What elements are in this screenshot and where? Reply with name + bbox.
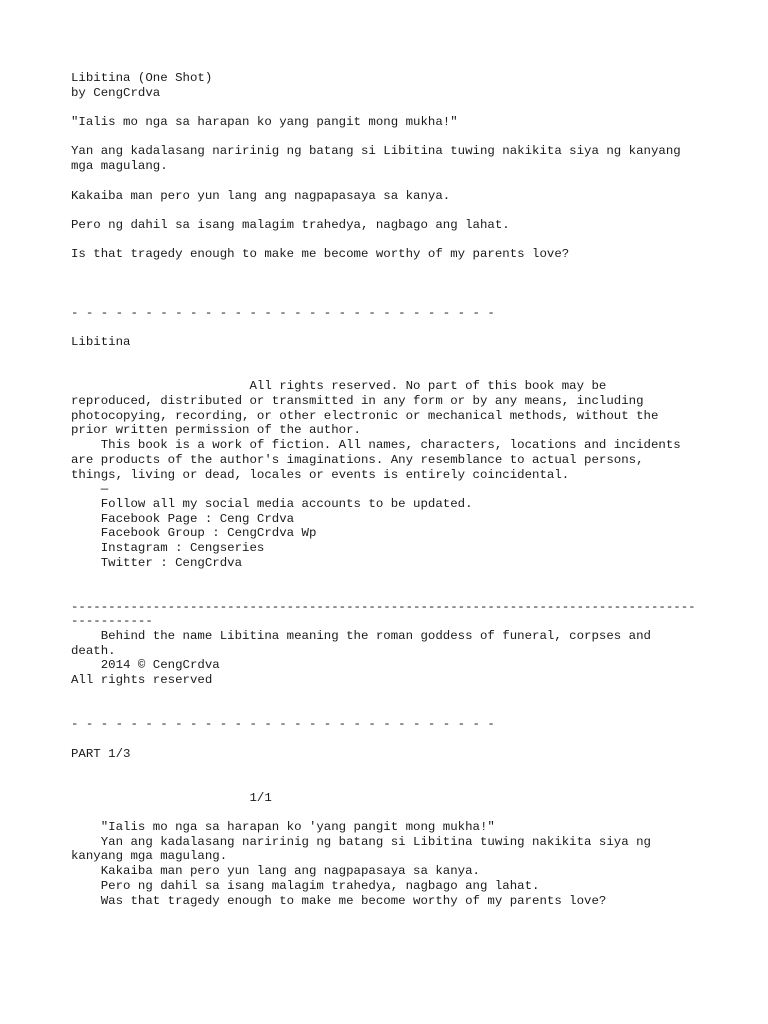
intro-paragraph-1-line-2: mga magulang. (71, 159, 168, 174)
intro-quote: "Ialis mo nga sa harapan ko yang pangit mong mukha!" (71, 115, 458, 130)
social-instagram: Instagram : Cengseries (71, 540, 265, 555)
intro-paragraph-1-line-1: Yan ang kadalasang naririnig ng batang si Libitina tuwing nakikita siya ng kanyang (71, 144, 681, 159)
meaning-line-2: death. (71, 643, 116, 658)
rights-line-1: All rights reserved. No part of this book may be (71, 379, 607, 394)
chapter-line-3: kanyang mga magulang. (71, 849, 228, 864)
social-twitter: Twitter : CengCrdva (71, 555, 243, 570)
chapter-label: 1/1 (71, 790, 272, 805)
social-intro: Follow all my social media accounts to be updated. (71, 496, 473, 511)
chapter-line-5: Pero ng dahil sa isang malagim trahedya, nagbago ang lahat. (71, 878, 540, 893)
doc-byline: by CengCrdva (71, 85, 161, 100)
meaning-line-1: Behind the name Libitina meaning the roman goddess of funeral, corpses and (71, 629, 651, 644)
rights-line-8: — (71, 482, 109, 497)
chapter-line-2: Yan ang kadalasang naririnig ng batang si Libitina tuwing nakikita siya ng (71, 834, 651, 849)
intro-paragraph-3: Pero ng dahil sa isang malagim trahedya, nagbago ang lahat. (71, 217, 510, 232)
all-rights-reserved: All rights reserved (71, 673, 213, 688)
part-label: PART 1/3 (71, 746, 131, 761)
rights-line-6: are products of the author's imaginations. Any resemblance to actual persons, (71, 452, 644, 467)
intro-paragraph-2: Kakaiba man pero yun lang ang nagpapasaya sa kanya. (71, 188, 451, 203)
chapter-line-6: Was that tragedy enough to make me become worthy of my parents love? (71, 893, 607, 908)
rights-line-4: prior written permission of the author. (71, 423, 361, 438)
section-title: Libitina (71, 335, 131, 350)
social-facebook-group: Facebook Group : CengCrdva Wp (71, 526, 317, 541)
rights-line-7: things, living or dead, locales or events is entirely coincidental. (71, 467, 570, 482)
copyright-line: 2014 © CengCrdva (71, 658, 220, 673)
intro-paragraph-4: Is that tragedy enough to make me become worthy of my parents love? (71, 247, 570, 262)
separator-long-line-2: ----------- (71, 614, 153, 629)
separator-spaced-1: - - - - - - - - - - - - - - - - - - - - - - - - - - - - - (71, 305, 495, 320)
separator-spaced-2: - - - - - - - - - - - - - - - - - - - - - - - - - - - - - (71, 717, 495, 732)
doc-title: Libitina (One Shot) (71, 71, 213, 85)
rights-line-3: photocopying, recording, or other electronic or mechanical methods, without the (71, 408, 659, 423)
separator-long-line-1: ------------------------------------------------------------------------------------ (71, 599, 696, 614)
rights-line-2: reproduced, distributed or transmitted in any form or by any means, including (71, 394, 644, 409)
social-facebook-page: Facebook Page : Ceng Crdva (71, 511, 295, 526)
rights-line-5: This book is a work of fiction. All names, characters, locations and incidents (71, 438, 681, 453)
document-page (71, 71, 731, 908)
chapter-line-1: "Ialis mo nga sa harapan ko 'yang pangit mong mukha!" (71, 820, 495, 835)
chapter-line-4: Kakaiba man pero yun lang ang nagpapasaya sa kanya. (71, 864, 480, 879)
